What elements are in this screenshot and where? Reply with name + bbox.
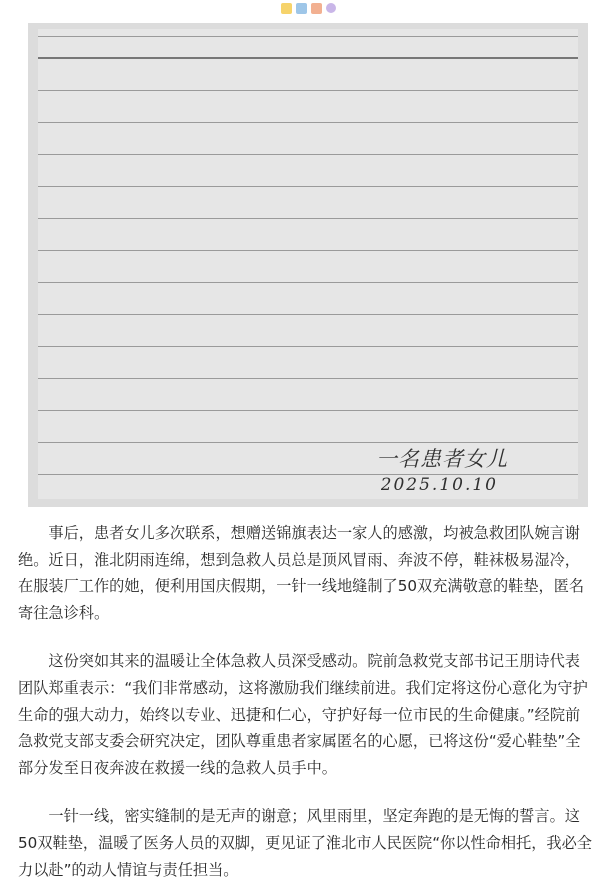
letter-signature: 一名患者女儿 bbox=[376, 447, 508, 471]
article-paragraph: 事后，患者女儿多次联系，想赠送锦旗表达一家人的感激，均被急救团队婉言谢绝。近日，淮北阴雨连绵，想到急救人员总是顶风冒雨、奔波不停，鞋袜极易湿冷，在服装厂工作的她，便利用国庆假期，一针一线地缝制了50双充满敬意的鞋垫，匿名寄往急诊科。 bbox=[18, 524, 585, 622]
header-decoration bbox=[281, 2, 336, 14]
handwritten-letter-photo bbox=[28, 23, 588, 507]
letter-date: 2025.10.10 bbox=[380, 475, 498, 495]
purple-dot-icon bbox=[326, 3, 336, 13]
article-body bbox=[18, 520, 593, 883]
letter-paper bbox=[38, 29, 578, 499]
blue-dot-icon bbox=[296, 3, 307, 14]
yellow-dot-icon bbox=[281, 3, 292, 14]
article-paragraph: 这份突如其来的温暖让全体急救人员深受感动。院前急救党支部书记王朋诗代表团队郑重表示：“我们非常感动，这将激励我们继续前进。我们定将这份心意化为守护生命的强大动力，始终以专业、迅捷和仁心，守护好每一位市民的生命健康。”经院前急救党支部支委会研究决定，团队尊重患者家属匿名的心愿，已将这份“爱心鞋垫”全部分发至日夜奔波在救援一线的急救人员手中。 bbox=[18, 652, 588, 777]
orange-dot-icon bbox=[311, 3, 322, 14]
article-paragraph: 一针一线，密实缝制的是无声的谢意；风里雨里，坚定奔跑的是无悔的誓言。这50双鞋垫，温暖了医务人员的双脚，更见证了淮北市人民医院“你以性命相托，我必全力以赴”的动人情谊与责任担当。 bbox=[18, 807, 592, 879]
